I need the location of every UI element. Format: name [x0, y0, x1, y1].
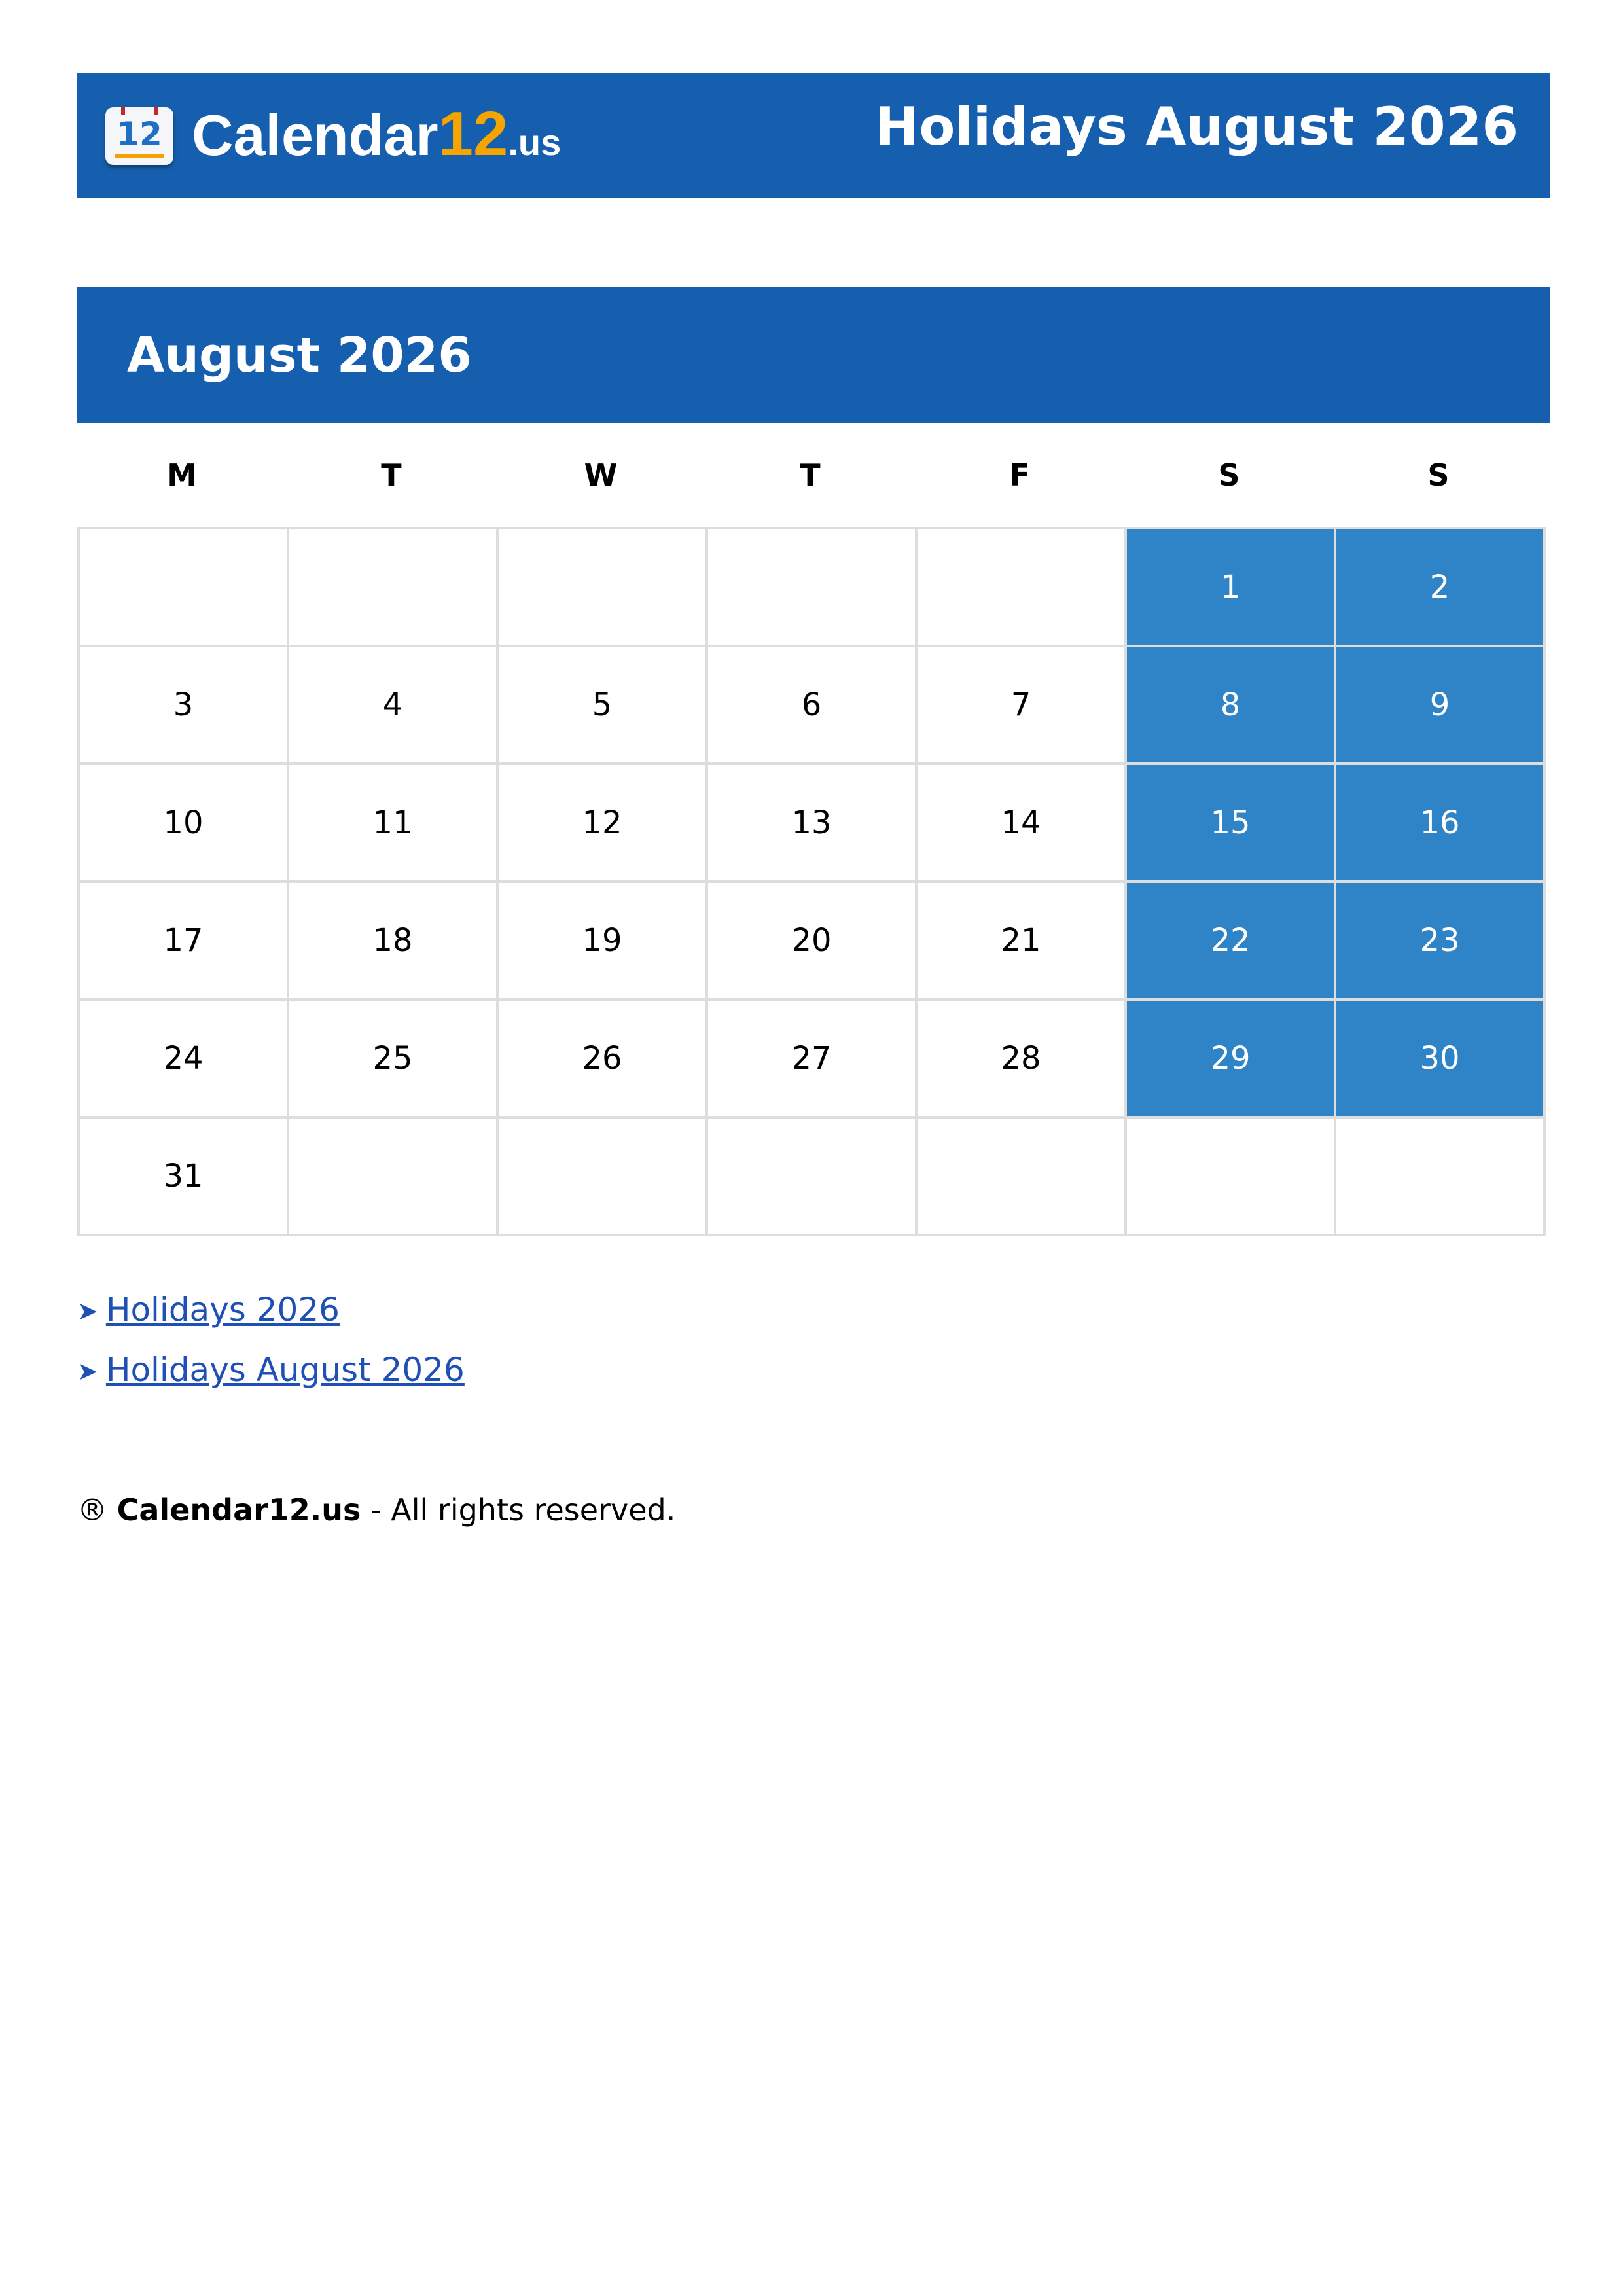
weekday-label: M [167, 457, 197, 493]
day-cell: 31 [80, 1119, 289, 1236]
footer [77, 1487, 675, 1533]
calendar-icon-bar [115, 154, 164, 158]
day-cell: 28 [918, 1001, 1127, 1119]
month-header [77, 287, 1550, 423]
month-title: August 2026 [127, 327, 472, 384]
day-cell: 25 [289, 1001, 499, 1119]
day-cell: 19 [499, 883, 708, 1001]
day-cell [918, 1119, 1127, 1236]
weekday-label: F [1009, 457, 1030, 493]
day-cell [80, 529, 289, 647]
weekend-day-cell: 1 [1127, 529, 1336, 647]
calendar-ring-left [121, 107, 125, 115]
weekend-day-cell: 29 [1127, 1001, 1336, 1119]
calendar-ring-right [154, 107, 158, 115]
weekend-day-cell: 15 [1127, 765, 1336, 883]
day-cell [1127, 1119, 1336, 1236]
weekend-day-cell: 30 [1336, 1001, 1546, 1119]
day-cell: 12 [499, 765, 708, 883]
day-cell [708, 529, 918, 647]
weekday-header-row [77, 449, 1543, 501]
day-cell: 11 [289, 765, 499, 883]
link-row [77, 1280, 465, 1340]
logo-word: Calendar [192, 103, 438, 168]
weekend-day-cell: 8 [1127, 647, 1336, 765]
weekend-day-cell: 9 [1336, 647, 1546, 765]
day-cell: 4 [289, 647, 499, 765]
weekday-label: T [381, 457, 402, 493]
day-cell [708, 1119, 918, 1236]
weekday-label: S [1427, 457, 1450, 493]
day-cell: 20 [708, 883, 918, 1001]
arrow-right-icon: ➤ [77, 1297, 98, 1325]
day-cell [918, 529, 1127, 647]
holidays-2026-link[interactable]: Holidays 2026 [105, 1291, 340, 1329]
arrow-right-icon: ➤ [77, 1357, 98, 1386]
related-links [77, 1280, 465, 1400]
day-cell: 6 [708, 647, 918, 765]
day-cell [499, 529, 708, 647]
day-cell: 14 [918, 765, 1127, 883]
day-cell: 10 [80, 765, 289, 883]
footer-rights-text: - All rights reserved. [370, 1492, 676, 1528]
day-cell: 24 [80, 1001, 289, 1119]
weekday-label: T [800, 457, 821, 493]
page-title: Holidays August 2026 [875, 96, 1518, 157]
weekday-label: W [584, 457, 618, 493]
day-cell: 21 [918, 883, 1127, 1001]
calendar-grid [77, 527, 1546, 1236]
day-cell: 13 [708, 765, 918, 883]
day-cell: 17 [80, 883, 289, 1001]
logo-suffix: .us [508, 122, 562, 163]
day-cell [289, 1119, 499, 1236]
weekend-day-cell: 22 [1127, 883, 1336, 1001]
day-cell: 5 [499, 647, 708, 765]
registered-symbol: ® [77, 1492, 107, 1528]
link-row [77, 1340, 465, 1400]
day-cell [1336, 1119, 1546, 1236]
footer-brand: Calendar12.us [116, 1492, 361, 1528]
weekday-label: S [1218, 457, 1240, 493]
site-header [77, 73, 1550, 198]
day-cell: 7 [918, 647, 1127, 765]
calendar-icon [105, 107, 173, 165]
day-cell: 3 [80, 647, 289, 765]
site-logo[interactable] [192, 101, 561, 185]
day-cell: 26 [499, 1001, 708, 1119]
logo-number: 12 [438, 99, 508, 169]
weekend-day-cell: 23 [1336, 883, 1546, 1001]
holidays-august-2026-link[interactable]: Holidays August 2026 [105, 1351, 465, 1389]
calendar-icon-number: 12 [116, 115, 162, 153]
day-cell: 27 [708, 1001, 918, 1119]
day-cell [499, 1119, 708, 1236]
weekend-day-cell: 16 [1336, 765, 1546, 883]
weekend-day-cell: 2 [1336, 529, 1546, 647]
day-cell [289, 529, 499, 647]
day-cell: 18 [289, 883, 499, 1001]
